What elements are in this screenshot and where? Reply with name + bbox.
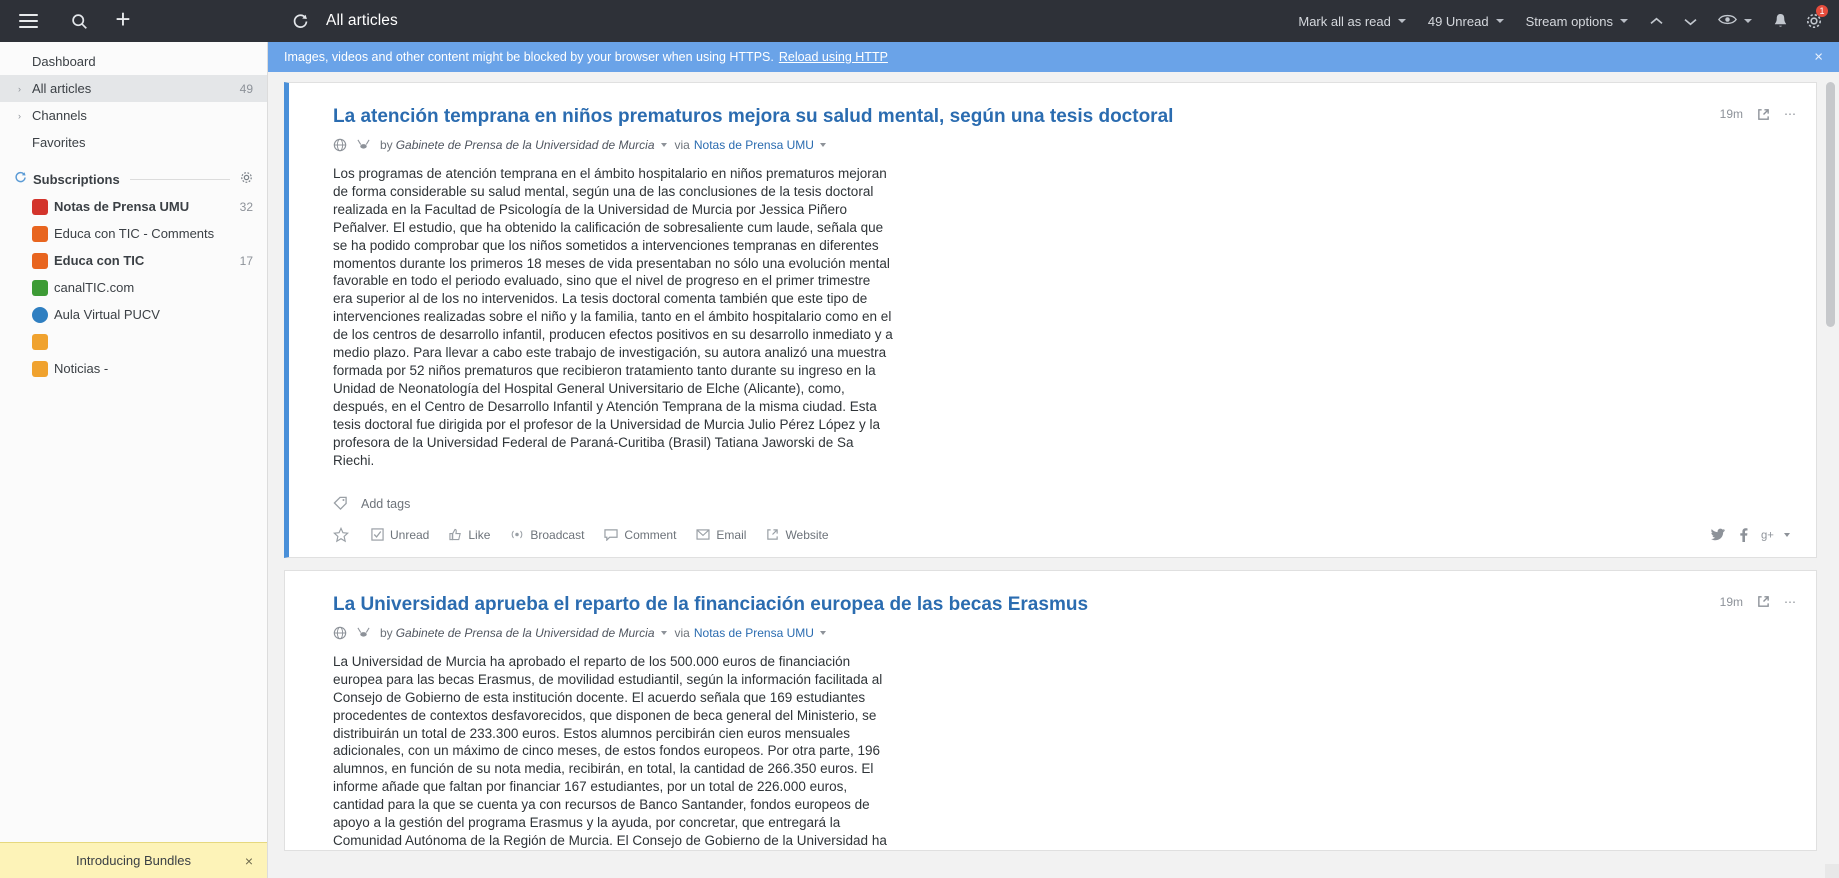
- article-time: 19m: [1719, 107, 1743, 121]
- sidebar-feed-label: Notas de Prensa UMU: [54, 199, 190, 214]
- sidebar-feed-count: 17: [239, 253, 253, 268]
- view-mode-button[interactable]: [1707, 0, 1763, 42]
- open-external-icon[interactable]: [1757, 108, 1770, 121]
- more-options-icon[interactable]: ⋯: [1784, 107, 1796, 121]
- eye-icon[interactable]: [1718, 13, 1737, 29]
- stream-options-label: Stream options: [1525, 13, 1613, 29]
- twitter-icon[interactable]: [1711, 528, 1726, 541]
- by-label: by: [380, 625, 393, 640]
- bundles-label: Introducing Bundles: [76, 853, 191, 868]
- refresh-icon[interactable]: [280, 0, 320, 42]
- sidebar-item-count: 49: [239, 81, 253, 96]
- scrollbar-track[interactable]: [1826, 82, 1835, 874]
- action-like[interactable]: [449, 528, 490, 542]
- https-notice-banner: [268, 42, 1839, 72]
- sidebar-feed-label: Educa con TIC: [54, 253, 145, 268]
- sidebar-feed-label: Noticias -: [54, 361, 109, 376]
- chevron-down-icon[interactable]: [820, 143, 826, 147]
- sidebar-feed-count: 32: [239, 199, 253, 214]
- topbar-stream-group: [268, 0, 1287, 42]
- chevron-down-icon[interactable]: [1398, 19, 1406, 23]
- sidebar: [0, 42, 268, 878]
- article-actions: [333, 527, 1790, 557]
- article-tags-row: [333, 496, 1790, 513]
- rss-antenna-icon: [356, 138, 371, 151]
- add-subscription-icon[interactable]: +: [115, 4, 131, 34]
- sidebar-feed-label: canalTIC.com: [54, 280, 135, 295]
- chevron-right-icon[interactable]: ›: [18, 110, 21, 121]
- subscriptions-section-header[interactable]: [0, 165, 267, 193]
- chevron-down-icon[interactable]: [1620, 19, 1628, 23]
- chevron-right-icon[interactable]: ›: [18, 83, 21, 94]
- refresh-icon[interactable]: [14, 171, 27, 187]
- content-area: [268, 42, 1839, 878]
- chevron-down-icon[interactable]: [1744, 19, 1752, 23]
- by-label: by: [380, 137, 393, 152]
- article-card[interactable]: [284, 570, 1817, 851]
- chevron-down-icon[interactable]: [661, 143, 667, 147]
- feed-favicon: [32, 253, 54, 269]
- action-label: Unread: [390, 527, 430, 542]
- article-list: [268, 72, 1839, 878]
- favorite-star-icon[interactable]: [333, 527, 349, 543]
- body-row: [0, 42, 1839, 878]
- tag-icon: [333, 496, 348, 513]
- article-toolbar: [1720, 107, 1796, 121]
- article-meta: [333, 138, 1790, 152]
- feed-favicon: [32, 280, 54, 296]
- add-tags-button[interactable]: Add tags: [361, 497, 411, 512]
- sidebar-feed-educa-con-tic[interactable]: [0, 247, 267, 274]
- social-share-group: [1698, 528, 1790, 542]
- article-toolbar: [1720, 595, 1796, 609]
- sidebar-feed-canaltic[interactable]: [0, 274, 267, 301]
- thumbs-up-icon: [449, 528, 462, 541]
- rss-antenna-icon: [356, 626, 371, 639]
- via-label: via: [674, 625, 690, 640]
- via-label: via: [674, 137, 690, 152]
- action-website[interactable]: [766, 528, 828, 542]
- notice-text: Images, videos and other content might be blocked by your browser when using HTTPS.: [284, 50, 774, 64]
- chevron-down-icon[interactable]: [1496, 19, 1504, 23]
- feed-favicon: [32, 334, 54, 350]
- action-unread[interactable]: [371, 528, 429, 542]
- sidebar-item-label: Channels: [32, 108, 87, 123]
- sidebar-feed-notas-de-prensa-umu[interactable]: [0, 193, 267, 220]
- page-title: All articles: [326, 12, 398, 29]
- open-external-icon: [766, 528, 779, 541]
- sidebar-item-label: Dashboard: [32, 54, 96, 69]
- article-author: Gabinete de Prensa de la Universidad de Murcia: [395, 137, 655, 152]
- chevron-down-icon[interactable]: [820, 631, 826, 635]
- action-broadcast[interactable]: [510, 528, 584, 542]
- sidebar-feed-label: Aula Virtual PUCV: [54, 307, 160, 322]
- article-time: 19m: [1719, 594, 1743, 609]
- globe-icon: [333, 626, 347, 640]
- article-card[interactable]: [284, 82, 1817, 558]
- introducing-bundles-banner[interactable]: [0, 842, 267, 878]
- action-label: Email: [716, 527, 747, 542]
- action-label: Comment: [624, 527, 677, 542]
- unread-count-label: 49 Unread: [1427, 13, 1489, 29]
- article-title[interactable]: La Universidad aprueba el reparto de la financiación europea de las becas Erasmus: [333, 593, 1089, 615]
- gear-icon[interactable]: [240, 171, 253, 187]
- sidebar-feed-label: Educa con TIC - Comments: [54, 226, 215, 241]
- gear-icon[interactable]: [1797, 0, 1831, 42]
- divider: [130, 179, 230, 180]
- sidebar-item-all-articles[interactable]: [0, 75, 267, 102]
- action-comment[interactable]: [604, 528, 676, 542]
- close-icon[interactable]: ×: [244, 852, 253, 869]
- hamburger-icon[interactable]: [0, 0, 56, 42]
- sidebar-item-favorites[interactable]: [0, 129, 267, 156]
- mark-all-read-label: Mark all as read: [1298, 13, 1391, 29]
- topbar-right-group: [1287, 0, 1839, 42]
- settings-badge: 1: [1816, 5, 1828, 17]
- subscriptions-label: Subscriptions: [33, 171, 120, 187]
- topbar-left-group: [0, 0, 268, 42]
- mark-all-read-button[interactable]: [1287, 0, 1416, 42]
- comment-icon: [604, 528, 618, 541]
- sidebar-item-dashboard[interactable]: [0, 48, 267, 75]
- chevron-down-icon[interactable]: [1784, 533, 1790, 537]
- feed-favicon: [32, 226, 54, 242]
- globe-icon: [333, 138, 347, 152]
- sidebar-feed-educa-con-tic-comments[interactable]: [0, 220, 267, 247]
- resize-corner: [1825, 864, 1839, 878]
- chevron-down-icon[interactable]: [1673, 0, 1707, 42]
- feed-favicon: [32, 307, 54, 323]
- sidebar-feed-noticias[interactable]: [0, 355, 267, 382]
- sidebar-item-label: All articles: [32, 81, 92, 96]
- article-feed-name[interactable]: Notas de Prensa UMU: [693, 137, 814, 152]
- chevron-down-icon[interactable]: [661, 631, 667, 635]
- article-body: La Universidad de Murcia ha aprobado el reparto de los 500.000 euros de financiación europea para las becas Erasmus, de movilidad estudiantil, según la información facilitada al Consejo de Gobierno de esta institución docente. El acuerdo señala que 169 estudiantes procedentes de contextos desfavorecidos, que disponen de beca general del Ministerio, se distribuirán un total de 233.300 euros. Estos alumnos percibirán cien euros mensuales adicionales, con un máximo de cinco meses, de estos fondos europeos. Por otra parte, 196 alumnos, en función de su nota media, recibirán, en total, la cantidad de 266.350 euros. El informe añade que faltan por financiar 167 estudiantes, por un total de 226.000 euros, cantidad para la que se cuenta ya con recursos de Banco Santander, fondos europeos de apoyo a la gestión del programa Erasmus y la ayuda, por concretar, que entregará la Comunidad Autónoma de la Región de Murcia. El Consejo de Gobierno de la Universidad ha: [333, 653, 887, 849]
- sidebar-item-channels[interactable]: [0, 102, 267, 129]
- chevron-up-icon[interactable]: [1639, 0, 1673, 42]
- article-body: Los programas de atención temprana en el ámbito hospitalario en niños prematuros mejoran de forma considerable su salud mental, según una de las conclusiones de la tesis doctoral realizada en la Facultad de Psicología de la Universidad de Murcia por Jessica Piñero Peñalver. El estudio, que ha obtenido la calificación de sobresaliente cum laude, señala que se ha podido comprobar que los niños sometidos a intervenciones tempranas en diferentes momentos durante los primeros 18 meses de vida presentaban no sólo una evolución mental favorable en todo el periodo evaluado, sino que el nivel de progreso en el primer trimestre era superior al de los no intervenidos. La tesis doctoral comenta también que este tipo de intervenciones realizadas sobre el niño y la familia, tanto en el ámbito hospitalario como en el de los centros de desarrollo infantil, producen efectos positivos en su desarrollo inmediato y a medio plazo. Para llevar a cabo este trabajo de investigación, su autora analizó una muestra formada por 52 niños prematuros que recibieron tratamiento tanto durante su ingreso en la Unidad de Neonatología del Hospital General Universitario de Elche (Alicante), como, después, en el Centro de Desarrollo Infantil y Atención Temprana de la misma ciudad. Esta tesis doctoral fue dirigida por el profesor de la Universidad de Murcia Julio Pérez López y la profesora de la Universidad Federal de Paraná-Curitiba (Brasil) Tatiana Jaworski de Sa Riechi.: [333, 165, 893, 468]
- article-author: Gabinete de Prensa de la Universidad de Murcia: [395, 625, 655, 640]
- action-email[interactable]: [696, 528, 746, 542]
- reload-using-http-link[interactable]: Reload using HTTP: [778, 50, 888, 64]
- broadcast-icon: [510, 528, 524, 541]
- feed-favicon: [32, 361, 54, 377]
- article-feed-name[interactable]: Notas de Prensa UMU: [693, 625, 814, 640]
- action-label: Like: [468, 527, 491, 542]
- unread-count-button[interactable]: [1417, 0, 1515, 42]
- sidebar-item-label: Favorites: [32, 135, 86, 150]
- action-label: Website: [785, 527, 829, 542]
- facebook-icon[interactable]: [1739, 528, 1748, 542]
- bell-icon[interactable]: [1763, 0, 1797, 42]
- open-external-icon[interactable]: [1757, 595, 1770, 608]
- search-icon[interactable]: [56, 0, 102, 42]
- action-label: Broadcast: [530, 527, 585, 542]
- google-plus-icon[interactable]: [1761, 528, 1778, 541]
- more-options-icon[interactable]: ⋯: [1784, 594, 1796, 609]
- article-title[interactable]: La atención temprana en niños prematuros mejora su salud mental, según una tesis doctoral: [333, 106, 1174, 127]
- stream-options-button[interactable]: [1515, 0, 1639, 42]
- close-icon[interactable]: ×: [1814, 48, 1823, 66]
- feed-favicon: [32, 199, 54, 215]
- sidebar-feed-unnamed[interactable]: [0, 328, 267, 355]
- svg-text:g+: g+: [1761, 530, 1774, 542]
- unread-check-icon: [371, 528, 384, 541]
- top-bar: [0, 0, 1839, 42]
- email-icon: [696, 529, 710, 540]
- sidebar-feed-aula-virtual-pucv[interactable]: [0, 301, 267, 328]
- article-meta: [333, 626, 1790, 640]
- scrollbar-thumb[interactable]: [1826, 82, 1835, 327]
